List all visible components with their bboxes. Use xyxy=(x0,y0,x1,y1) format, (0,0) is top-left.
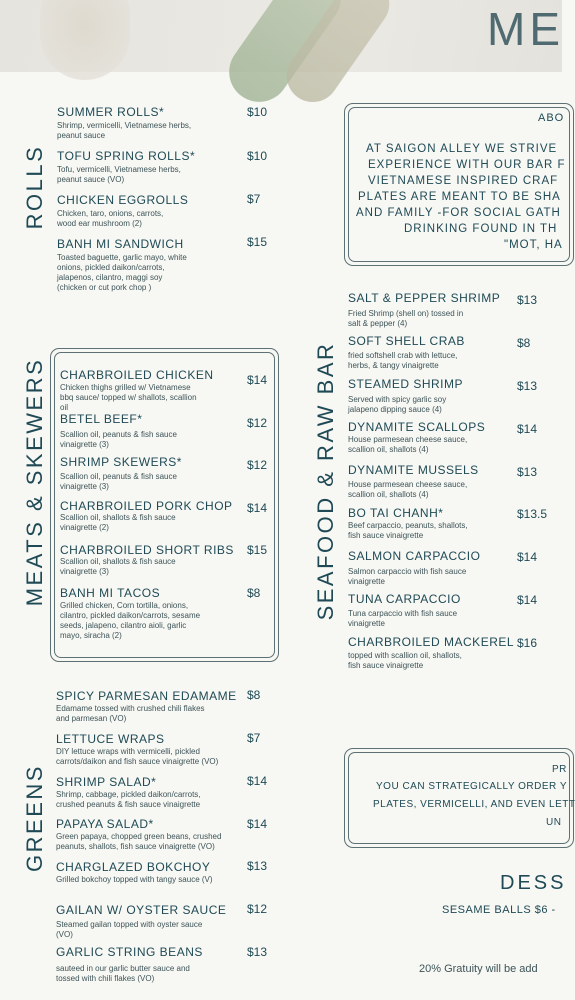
item-name: GAILAN W/ OYSTER SAUCE xyxy=(56,903,227,917)
pro-tip-line: PLATES, VERMICELLI, AND EVEN LETT xyxy=(373,799,575,810)
menu-item xyxy=(60,499,233,533)
menu-item xyxy=(348,334,465,371)
pro-tip-line: YOU CAN STRATEGICALLY ORDER Y xyxy=(376,781,568,792)
item-price: $8 xyxy=(247,586,261,600)
menu-title: ME xyxy=(487,3,564,55)
menu-item xyxy=(57,149,195,185)
item-name: DYNAMITE SCALLOPS xyxy=(348,420,486,434)
item-name: LETTUCE WRAPS xyxy=(56,732,165,746)
about-text-line: VIETNAMESE INSPIRED CRAF xyxy=(368,175,559,187)
category-seafood-raw-bar: SEAFOOD & RAW BAR xyxy=(313,341,338,621)
item-description: Fried Shrimp (shell on) tossed in salt & pepper (4) xyxy=(348,309,464,328)
menu-item xyxy=(348,506,468,541)
item-price: $15 xyxy=(247,543,268,557)
item-description: Scallion oil, peanuts & fish sauce vinaigrette (3) xyxy=(60,430,177,449)
item-description: House parmesean cheese sauce, scallion oil, shallots (4) xyxy=(348,435,468,454)
menu-item xyxy=(57,193,188,229)
item-price: $12 xyxy=(247,902,268,916)
item-name: PAPAYA SALAD* xyxy=(56,817,154,831)
item-description: Edamame tossed with crushed chili flakes and parmesan (VO) xyxy=(56,704,205,723)
item-description: Chicken, taro, onions, carrots, wood ear mushroom (2) xyxy=(57,209,164,228)
menu-item xyxy=(348,291,500,329)
item-name: BO TAI CHANH* xyxy=(348,506,444,520)
category-meats-skewers: MEATS & SKEWERS xyxy=(22,357,47,607)
item-price: $14 xyxy=(247,774,268,788)
item-description: Tuna carpaccio with fish sauce vinaigrette xyxy=(348,609,458,628)
item-name: STEAMED SHRIMP xyxy=(348,377,464,391)
item-description: Grilled chicken, Corn tortilla, onions, cilantro, pickled daikon/carrots, sesame seeds, jalapeno, cilantro aioli, garlic mayo, siracha (2) xyxy=(60,601,201,640)
item-name: BANH MI SANDWICH xyxy=(57,237,184,251)
gratuity-note: 20% Gratuity will be add xyxy=(419,963,538,975)
item-description: sauteed in our garlic butter sauce and tossed with chili flakes (VO) xyxy=(56,964,190,983)
item-name: CHARBROILED SHORT RIBS xyxy=(60,543,234,557)
item-name: BANH MI TACOS xyxy=(60,586,161,600)
item-name: CHARBROILED PORK CHOP xyxy=(60,499,233,513)
menu-item xyxy=(60,543,234,577)
item-price: $10 xyxy=(247,149,268,163)
item-price: $13 xyxy=(517,465,538,479)
menu-item xyxy=(57,237,187,293)
item-price: $12 xyxy=(247,458,268,472)
item-price: $14 xyxy=(247,501,268,515)
dessert-item: SESAME BALLS $6 - xyxy=(442,904,556,916)
item-description: Chicken thighs grilled w/ Vietnamese bbq sauce/ topped w/ shallots, scallion oil xyxy=(60,383,197,412)
menu-item xyxy=(56,732,218,767)
item-price: $8 xyxy=(517,336,531,350)
item-price: $12 xyxy=(247,416,268,430)
menu-item xyxy=(60,368,214,413)
about-heading: ABO xyxy=(538,112,565,124)
menu-item xyxy=(56,945,203,984)
item-price: $10 xyxy=(247,105,268,119)
item-name: SPICY PARMESAN EDAMAME xyxy=(56,689,237,703)
about-text-line: AND FAMILY -FOR SOCIAL GATH xyxy=(356,207,561,219)
menu-item xyxy=(348,549,480,587)
item-description: Toasted baguette, garlic mayo, white onions, pickled daikon/carrots, jalapenos, cilantro, maggi soy (chicken or cut pork chop ) xyxy=(57,253,187,292)
menu-item xyxy=(56,775,201,810)
item-description: Scallion oil, shallots & fish sauce vinaigrette (3) xyxy=(60,557,176,576)
item-price: $7 xyxy=(247,192,261,206)
item-price: $8 xyxy=(247,688,261,702)
item-name: CHICKEN EGGROLLS xyxy=(57,193,189,207)
pro-tip-heading: PR xyxy=(552,764,567,775)
item-price: $16 xyxy=(517,636,538,650)
item-price: $13 xyxy=(517,379,538,393)
item-description: Shrimp, vermicelli, Vietnamese herbs, peanut sauce xyxy=(57,121,192,140)
pro-tip-line: UN xyxy=(546,817,562,828)
item-name: SALMON CARPACCIO xyxy=(348,549,481,563)
category-rolls: ROLLS xyxy=(22,144,47,230)
item-price: $14 xyxy=(247,373,268,387)
menu-item xyxy=(348,592,461,629)
item-name: SUMMER ROLLS* xyxy=(57,105,165,119)
about-text-line: AT SAIGON ALLEY WE STRIVE xyxy=(366,143,558,155)
item-price: $14 xyxy=(517,593,538,607)
item-name: SOFT SHELL CRAB xyxy=(348,334,465,348)
menu-item xyxy=(57,105,191,141)
item-description: Scallion oil, shallots & fish sauce vinaigrette (2) xyxy=(60,513,176,532)
menu-item xyxy=(348,420,485,455)
item-description: Beef carpaccio, peanuts, shallots, fish sauce vinaigrette xyxy=(348,521,468,540)
menu-item xyxy=(60,455,182,492)
item-description: Steamed gailan topped with oyster sauce (VO) xyxy=(56,920,203,939)
item-name: TUNA CARPACCIO xyxy=(348,592,461,606)
item-name: TOFU SPRING ROLLS* xyxy=(57,149,196,163)
item-name: CHARGLAZED BOKCHOY xyxy=(56,860,211,874)
item-price: $13.5 xyxy=(517,507,548,521)
menu-item xyxy=(56,860,213,885)
paint-stroke xyxy=(40,0,130,80)
about-text-line: EXPERIENCE WITH OUR BAR F xyxy=(368,159,566,171)
item-name: DYNAMITE MUSSELS xyxy=(348,463,479,477)
item-name: CHARBROILED MACKEREL xyxy=(348,635,515,649)
item-price: $14 xyxy=(517,550,538,564)
menu-item xyxy=(56,903,226,940)
menu-item xyxy=(56,817,221,852)
item-name: SHRIMP SKEWERS* xyxy=(60,455,182,469)
dessert-heading: DESS xyxy=(500,872,567,894)
item-price: $13 xyxy=(517,293,538,307)
item-description: Grilled bokchoy topped with tangy sauce (V) xyxy=(56,875,213,884)
menu-item xyxy=(60,412,177,450)
menu-item xyxy=(348,377,463,415)
category-greens: GREENS xyxy=(22,764,47,872)
item-name: SALT & PEPPER SHRIMP xyxy=(348,291,501,305)
item-description: Tofu, vermicelli, Vietnamese herbs, peanut sauce (VO) xyxy=(57,165,181,184)
item-description: DIY lettuce wraps with vermicelli, pickled carrots/daikon and fish sauce vinaigrette (VO) xyxy=(56,747,219,766)
header-banner xyxy=(0,0,562,72)
menu-item xyxy=(56,689,237,724)
about-text-line: "MOT, HA xyxy=(504,239,563,251)
pro-tip-frame-inner xyxy=(348,752,570,844)
item-price: $7 xyxy=(247,731,261,745)
item-description: Scallion oil, peanuts & fish sauce vinaigrette (3) xyxy=(60,472,177,491)
item-name: CHARBROILED CHICKEN xyxy=(60,368,214,382)
item-price: $14 xyxy=(517,422,538,436)
item-price: $13 xyxy=(247,859,268,873)
about-text-line: PLATES ARE MEANT TO BE SHA xyxy=(358,191,561,203)
item-name: GARLIC STRING BEANS xyxy=(56,945,203,959)
item-description: Served with spicy garlic soy jalapeno dipping sauce (4) xyxy=(348,395,447,414)
item-price: $13 xyxy=(247,945,268,959)
menu-item xyxy=(348,635,514,671)
item-description: House parmesean cheese sauce, scallion oil, shallots (4) xyxy=(348,480,468,499)
item-description: fried softshell crab with lettuce, herbs, & tangy vinaigrette xyxy=(348,351,458,370)
item-price: $15 xyxy=(247,235,268,249)
item-name: BETEL BEEF* xyxy=(60,412,143,426)
item-name: SHRIMP SALAD* xyxy=(56,775,157,789)
item-description: Shrimp, cabbage, pickled daikon/carrots, crushed peanuts & fish sauce vinaigrette xyxy=(56,790,201,809)
item-description: Green papaya, chopped green beans, crushed peanuts, shallots, fish sauce vinaigrette (VO) xyxy=(56,832,222,851)
menu-item xyxy=(348,463,479,500)
item-description: topped with scallion oil, shallots, fish sauce vinaigrette xyxy=(348,651,462,670)
item-description: Salmon carpaccio with fish sauce vinaigrette xyxy=(348,567,467,586)
item-price: $14 xyxy=(247,817,268,831)
menu-item xyxy=(60,586,200,641)
about-text-line: DRINKING FOUND IN TH xyxy=(404,223,558,235)
